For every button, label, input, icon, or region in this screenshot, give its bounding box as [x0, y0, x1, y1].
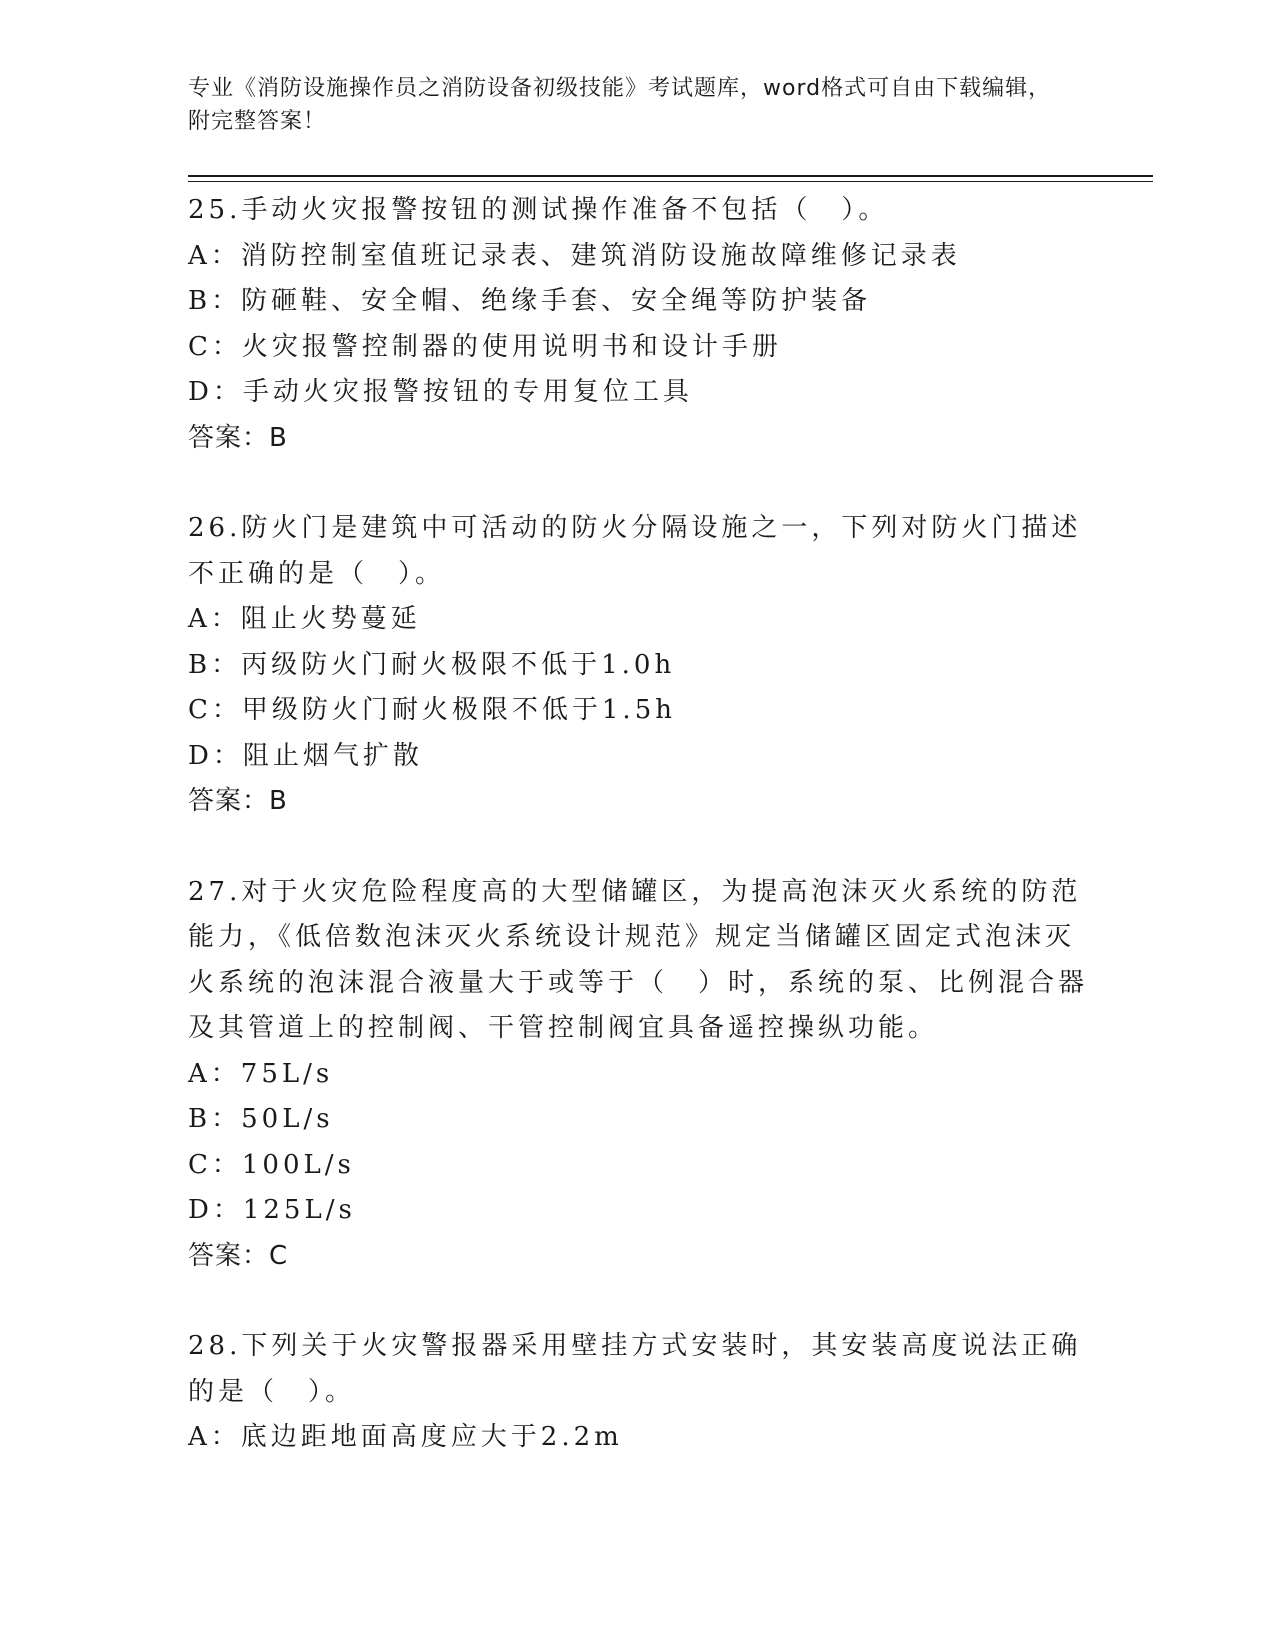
option-b: B：50L/s [188, 1104, 334, 1134]
question-27 [188, 870, 1088, 1280]
question-28 [188, 1324, 1088, 1461]
question-26 [188, 506, 1088, 825]
option-c: C：火灾报警控制器的使用说明书和设计手册 [188, 331, 782, 362]
question-stem: 26.防火门是建筑中可活动的防火分隔设施之一，下列对防火门描述不正确的是（ ）。 [188, 513, 1082, 589]
answer-label: 答案：B [188, 786, 288, 816]
option-b: B：丙级防火门耐火极限不低于1.0h [188, 649, 676, 680]
option-d: D：阻止烟气扩散 [188, 740, 423, 771]
option-c: C：甲级防火门耐火极限不低于1.5h [188, 695, 676, 725]
question-stem: 25.手动火灾报警按钮的测试操作准备不包括（ ）。 [188, 195, 889, 225]
question-25 [188, 188, 1088, 461]
question-stem: 28.下列关于火灾警报器采用壁挂方式安装时，其安装高度说法正确的是（ ）。 [188, 1331, 1082, 1407]
option-c: C：100L/s [188, 1149, 355, 1180]
option-b: B：防砸鞋、安全帽、绝缘手套、安全绳等防护装备 [188, 286, 872, 316]
option-a: A：底边距地面高度应大于2.2m [188, 1422, 623, 1452]
document-header: 专业《消防设施操作员之消防设备初级技能》考试题库，word格式可自由下载编辑，附完整答案！ [188, 76, 1052, 134]
question-stem: 27.对于火灾危险程度高的大型储罐区，为提高泡沫灭火系统的防范能力，《低倍数泡沫灭火系统设计规范》规定当储罐区固定式泡沫灭火系统的泡沫混合液量大于或等于（ ）时，系统的泵、比例混合器及其管道上的控制阀、干管控制阀宜具备遥控操纵功能。 [188, 876, 1089, 1043]
answer-label: 答案：B [188, 422, 288, 453]
option-d: D：125L/s [188, 1195, 356, 1225]
header-divider-thick [188, 175, 1153, 177]
answer-label: 答案：C [188, 1240, 289, 1271]
option-a: A：消防控制室值班记录表、建筑消防设施故障维修记录表 [188, 240, 961, 271]
question-list [188, 188, 1088, 1506]
option-a: A：阻止火势蔓延 [188, 604, 421, 634]
header-divider-thin [188, 181, 1153, 182]
option-d: D：手动火灾报警按钮的专用复位工具 [188, 377, 693, 407]
option-a: A：75L/s [188, 1058, 334, 1089]
